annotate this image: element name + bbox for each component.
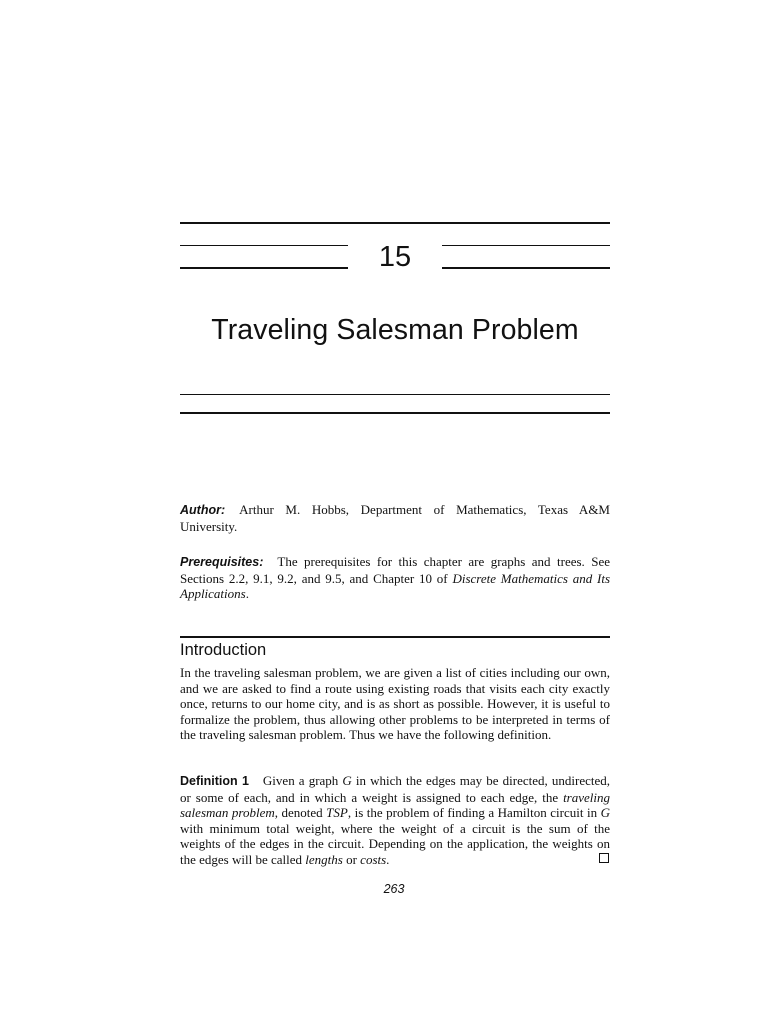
term-costs: costs: [360, 851, 387, 867]
section-heading-introduction: Introduction: [180, 641, 267, 659]
tsp-abbreviation: TSP: [326, 805, 348, 820]
header-rule-top: [180, 222, 610, 224]
chapter-number: 15: [378, 241, 412, 273]
header-rule-right-thick: [442, 267, 610, 269]
author-text: Arthur M. Hobbs, Department of Mathematics, Texas A&M University.: [180, 502, 610, 534]
page-number: 263: [383, 882, 405, 896]
author-label: Author:: [180, 503, 226, 517]
prerequisites-label: Prerequisites:: [180, 555, 264, 569]
header-rule-right-thin: [442, 245, 610, 246]
chapter-title: Traveling Salesman Problem: [211, 314, 579, 346]
term-lengths: lengths: [305, 851, 343, 867]
header-rule-left-thick: [180, 267, 348, 269]
prerequisites-paragraph: Prerequisites: The prerequisites for this chapter are graphs and trees. See Sections 2.2, 9.1, 9.2, and 9.5, and Chapter 10 of Discrete Mathematics and Its Applications.: [180, 554, 611, 601]
title-rule-thin: [180, 394, 610, 395]
defined-term: traveling salesman problem: [180, 789, 610, 820]
definition-label: Definition 1: [180, 774, 249, 788]
definition-paragraph: Definition 1 Given a graph G in which the edges may be directed, undirected, or some of each, and in which a weight is assigned to each edge, the traveling salesman problem, denoted TSP, is the problem of finding a Hamilton circuit in G with minimum total weight, where the weight of a circuit is the sum of the weights of the edges in the circuit. Depending on the application, the weights on the edges will be called lengths or costs.: [180, 773, 610, 867]
author-paragraph: [180, 502, 610, 534]
header-rule-left-thin: [180, 245, 348, 246]
graph-variable: G: [342, 773, 352, 788]
section-rule: [180, 636, 610, 638]
title-rule-thick: [180, 412, 610, 414]
prerequisites-text: The prerequisites for this chapter are graphs and trees. See Sections 2.2, 9.1, 9.2, and 9.5, and Chapter 10 of: [180, 554, 610, 586]
introduction-paragraph: In the traveling salesman problem, we are given a list of cities including our own, and we are asked to find a route using existing roads that visits each city exactly once, returns to our home city, and is as short as possible. However, it is useful to formalize the problem, thus allowing other problems to be interpreted in terms of the traveling salesman problem. Thus we have the following definition.: [180, 665, 610, 742]
book-title: Discrete Mathematics and Its Applications: [180, 570, 611, 601]
end-of-definition-square-icon: [599, 853, 609, 863]
